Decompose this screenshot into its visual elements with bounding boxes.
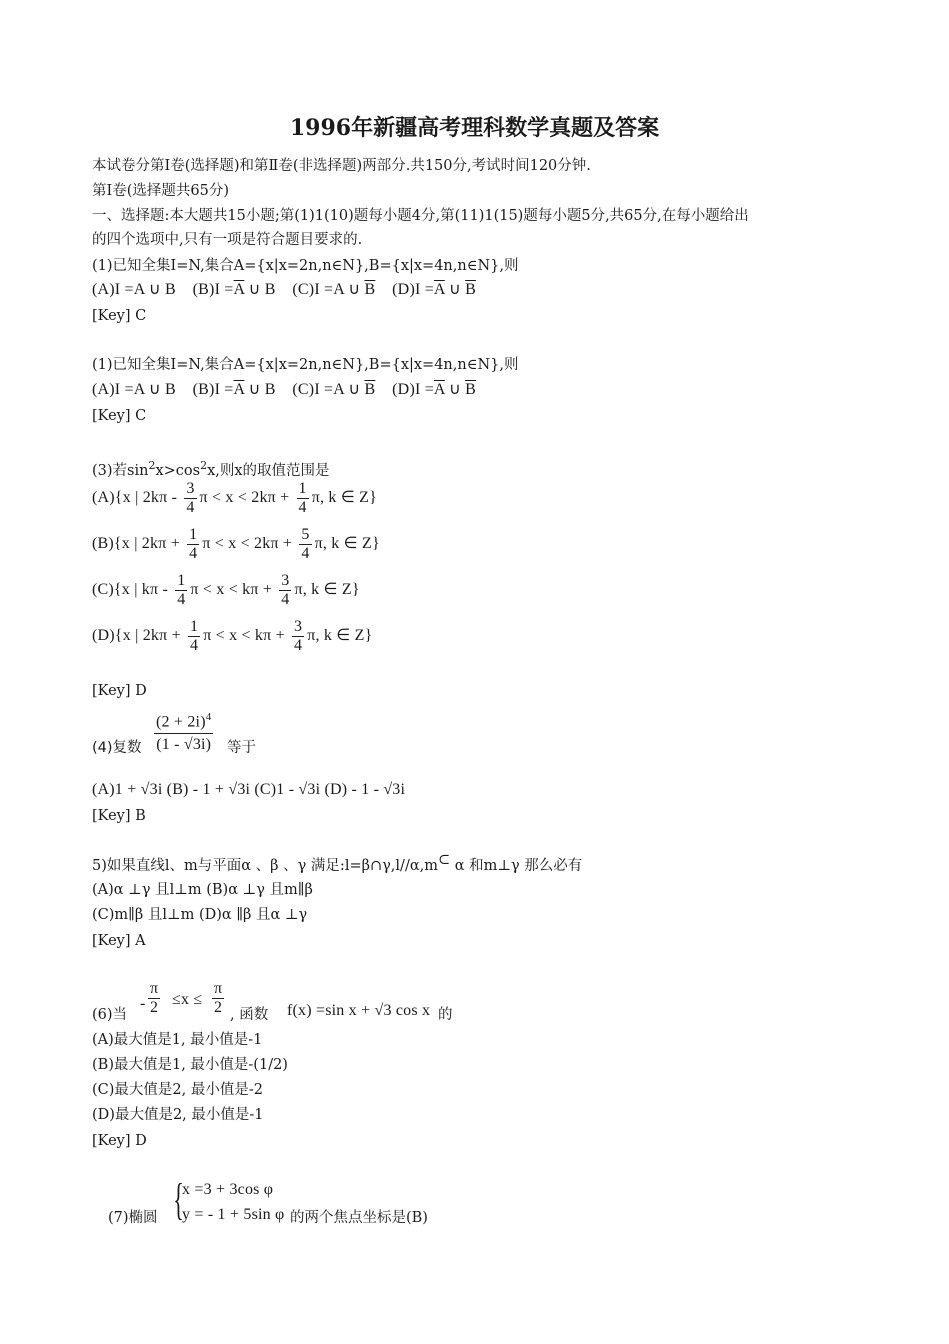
- q1-key: [Key] C: [92, 308, 147, 324]
- q1-stem: (1)已知全集I=N,集合A={x|x=2n,n∈N},B={x|x=4n,n∈N},则: [92, 258, 519, 274]
- q4-options: (A)1 + √3i (B) - 1 + √3i (C)1 - √3i (D) - 1 - √3i: [92, 781, 406, 798]
- q3-stem: (3)若$\sin^2x>\cos^2x$,则x的取值范围是: [92, 459, 330, 479]
- q6-option-d: (D)最大值是2, 最小值是-1: [92, 1107, 264, 1123]
- q7-brace: {: [173, 1175, 184, 1224]
- intro-line-3: 一、选择题:本大题共15小题;第(1)1(10)题每小题4分,第(11)1(15)题每小题5分,共65分,在每小题给出: [92, 208, 749, 224]
- q3-option-d: (D){x | 2kπ + $\frac{1}{4}$ π < x < kπ + $\frac{3}{4}$ π, k ∈ Z}: [92, 618, 373, 654]
- q1-repeat-key: [Key] C: [92, 408, 147, 424]
- q6-function: f(x) =sin x + √3 cos x: [287, 1002, 431, 1019]
- page-title: 1996年新疆高考理科数学真题及答案: [289, 115, 660, 141]
- q7-label: (7)椭圆: [108, 1210, 158, 1226]
- q4-label: (4)复数: [92, 740, 142, 756]
- q5-key: [Key] A: [92, 933, 146, 949]
- q4-key: [Key] B: [92, 808, 146, 824]
- q6-key: [Key] D: [92, 1133, 147, 1149]
- q5-options-1: (A)α ⊥γ 且l⊥m (B)α ⊥γ 且m∥β: [92, 882, 313, 898]
- q7-eq-2: y = - 1 + 5sin φ: [182, 1206, 285, 1223]
- q1-option-b: $(B)I =\overline{A}$ ∪ B: [192, 281, 276, 298]
- q7-tail: 的两个焦点坐标是(B): [290, 1210, 428, 1226]
- q6-option-a: (A)最大值是1, 最小值是-1: [92, 1032, 263, 1048]
- q6-option-c: (C)最大值是2, 最小值是-2: [92, 1082, 263, 1098]
- q1-repeat-stem: (1)已知全集I=N,集合A={x|x=2n,n∈N},B={x|x=4n,n∈N},则: [92, 357, 519, 373]
- intro-line-1: 本试卷分第Ⅰ卷(选择题)和第Ⅱ卷(非选择题)两部分.共150分,考试时间120分钟.: [92, 158, 591, 174]
- q6-fraction-2: π 2: [214, 980, 223, 1016]
- q1-repeat-options: (A)I =A ∪ B $(B)I =\overline{A}$ ∪ B (C)I =A ∪ $\overline{B}$ $(D)I =\overline{A}$ ∪ $\overline{B}$: [92, 381, 476, 398]
- q1-option-c: (C)I =A ∪ $\overline{B}$: [292, 281, 376, 298]
- q6-fraction-1: π 2: [150, 980, 159, 1016]
- q3-option-c: (C){x | kπ - $\frac{1}{4}$ π < x < kπ + $\frac{3}{4}$ π, k ∈ Z}: [92, 572, 360, 608]
- q6-option-b: (B)最大值是1, 最小值是-(1/2): [92, 1057, 288, 1073]
- q1-options: [92, 280, 476, 300]
- q7-eq-1: x =3 + 3cos φ: [182, 1181, 274, 1198]
- q5-stem: 5)如果直线l、m与平面α 、β 、γ 满足:l=β∩γ,l//α,m⊂ α 和m⊥γ 那么必有: [92, 852, 583, 874]
- q1-option-d: $(D)I =\overline{A}$ ∪ $\overline{B}$: [392, 281, 476, 298]
- q4-fraction: $(2 + 2i)^4$ (1 - √3i): [154, 706, 213, 756]
- intro-line-2: 第Ⅰ卷(选择题共65分): [92, 183, 229, 199]
- q4-tail: 等于: [227, 740, 256, 756]
- q5-options-2: (C)m∥β 且l⊥m (D)α ∥β 且α ⊥γ: [92, 907, 308, 923]
- q1-option-a: (A)I =A ∪ B: [92, 281, 176, 298]
- q6-label: (6)当: [92, 1007, 128, 1023]
- q3-option-b: (B){x | 2kπ + $\frac{1}{4}$ π < x < 2kπ + $\frac{5}{4}$ π, k ∈ Z}: [92, 526, 380, 562]
- q3-option-a: (A){x | 2kπ - $\frac{3}{4}$ π < x < 2kπ + $\frac{1}{4}$ π, k ∈ Z}: [92, 480, 378, 516]
- intro-line-4: 的四个选项中,只有一项是符合题目要求的.: [92, 232, 363, 248]
- q3-key: [Key] D: [92, 683, 147, 699]
